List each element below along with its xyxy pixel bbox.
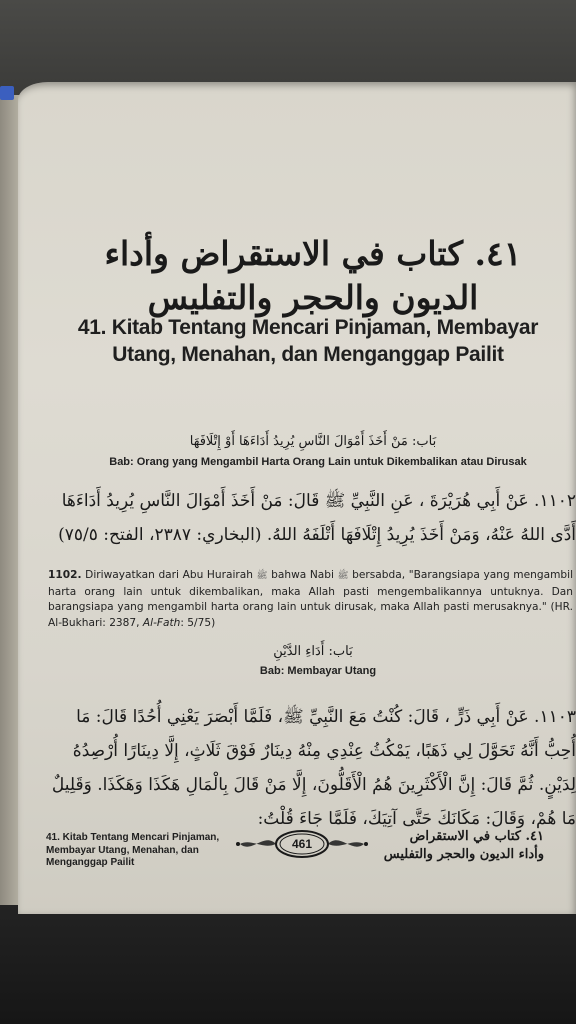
hadith-1102-translation [48,568,573,631]
salutation-icon: ﷺ [256,571,268,581]
translation-text-a: Diriwayatkan dari Abu Hurairah [85,569,253,581]
background-shadow [0,905,576,1024]
footer-chapter-title: 41. Kitab Tentang Mencari Pinjaman, Membayar Utang, Menahan, dan Menganggap Pailit [46,832,220,868]
bookmark-ribbon [0,86,14,100]
bab2-heading-latin: Bab: Membayar Utang [259,665,377,677]
footer-arabic-line1: ٤١. كتاب في الاستقراض [409,829,544,844]
footer-arabic-line2: وأداء الديون والحجر والتفليس [383,847,544,862]
bab1-heading-latin: Bab: Orang yang Mengambil Harta Orang Lain untuk Dikembalikan atau Dirusak [109,456,527,468]
chapter-title-arabic-line2: الديون والحجر والتفليس [147,278,479,317]
chapter-title-arabic-line1: ٤١. كتاب في الاستقراض وأداء [104,234,522,273]
hadith-number: 1102. [48,569,82,581]
bab2-heading-arabic: بَاب: أَدَاءِ الدَّيْنِ [273,644,353,659]
hadith-1102-arabic: ١١٠٢. عَنْ أَبِي هُرَيْرَةَ ، عَنِ النَّبِيِّ ﷺ قَالَ: مَنْ أَخَذَ أَمْوَالَ النَّاسِ يُرِيدُ أَدَاءَهَا أَدَّى اللهُ عَنْهُ، وَمَنْ أَخَذَ يُرِيدُ إِتْلَافَهَا أَتْلَفَهُ اللهُ. (البخاري: ٢٣٨٧، الفتح: ٧٥/٥) [58,491,576,545]
chapter-title-latin: 41. Kitab Tentang Mencari Pinjaman, Membayar Utang, Menahan, dan Menganggap Pailit [77,316,539,366]
footer-chapter-title-arabic [354,828,544,864]
translation-text-c: bersabda, "Barangsiapa yang mengambil harta orang lain untuk dikembalikan, maka Allah pasti mengembalikannya untuknya. Dan barangsiapa yang mengambil harta orang lain untuk dirusak, maka Allah pasti merusaknya." (HR. Al-Bukhari: 2387, [48,569,574,629]
translation-italic-source: Al-Fath [142,616,181,629]
salutation-icon: ﷺ [337,571,349,581]
bab1-heading-arabic: بَاب: مَنْ أَخَذَ أَمْوَالَ النَّاسِ يُرِيدُ أَدَاءَهَا أَوْ إِتْلَافَهَا [189,434,437,449]
chapter-title-arabic [78,232,548,320]
book-page [18,82,576,914]
translation-text-b: bahwa Nabi [271,569,334,581]
page-number: 461 [291,837,313,851]
background-surface [0,0,576,95]
translation-text-d: : 5/75) [180,616,216,629]
hadith-1103-arabic: ١١٠٣. عَنْ أَبِي ذَرٍّ ، قَالَ: كُنْتُ مَعَ النَّبِيِّ ﷺ، فَلَمَّا أَبْصَرَ يَعْنِي أُحُدًا قَالَ: مَا أُحِبُّ أَنَّهُ تَحَوَّلَ لِي ذَهَبًا، يَمْكُثُ عِنْدِي مِنْهُ دِينَارٌ فَوْقَ ثَلَاثٍ، إِلَّا دِينَارًا أُرْصِدُهُ لِدَيْنٍ. ثُمَّ قَالَ: إِنَّ الْأَكْثَرِينَ هُمُ الْأَقَلُّونَ، إِلَّا مَنْ قَالَ بِالْمَالِ هَكَذَا وَهَكَذَا. وَقَلِيلٌ مَا هُمْ، وَقَالَ: مَكَانَكَ حَتَّى آتِيَكَ، فَلَمَّا جَاءَ قُلْتُ: [51,707,576,829]
